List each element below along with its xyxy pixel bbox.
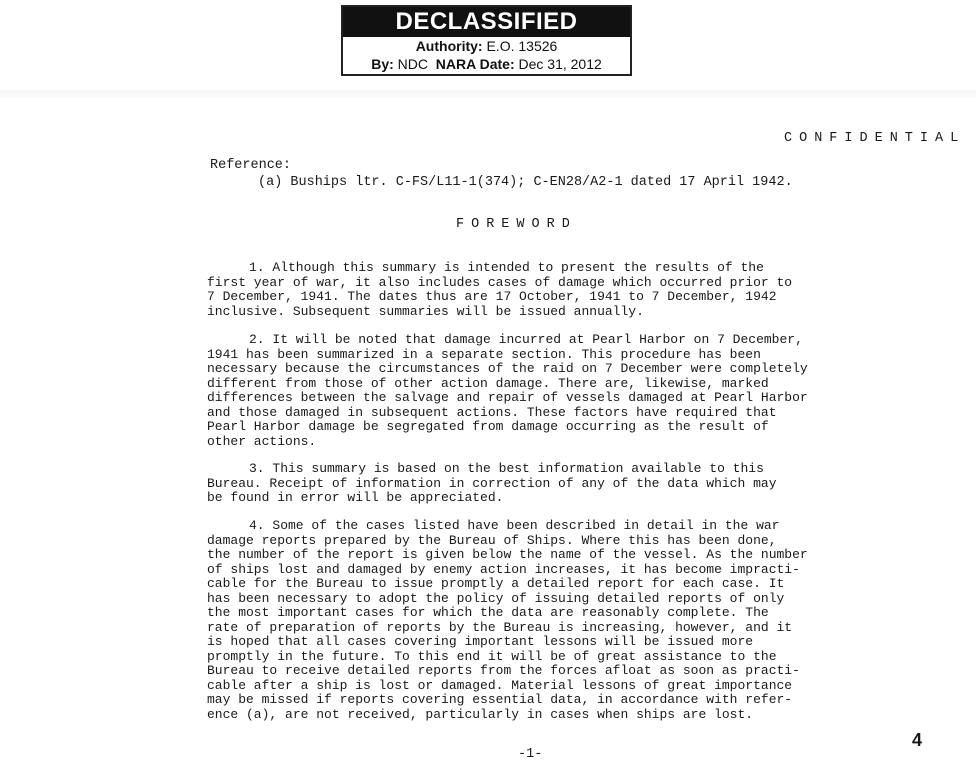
paragraph-line: be found in error will be appreciated. xyxy=(207,490,504,505)
stamp-authority-value: E.O. 13526 xyxy=(486,38,558,54)
stamp-nara-label: NARA Date: xyxy=(435,56,515,72)
stamp-by-label: By: xyxy=(371,56,394,72)
paragraph-3 xyxy=(207,462,847,506)
paragraph-2 xyxy=(207,333,847,449)
document-heading: FOREWORD xyxy=(456,217,577,232)
paragraph-line: cable for the Bureau to issue promptly a detailed report for each case. It xyxy=(207,576,785,591)
stamp-title: DECLASSIFIED xyxy=(343,7,630,37)
paragraph-line: the number of the report is given below the name of the vessel. As the number xyxy=(207,547,808,562)
paragraph-line: 1941 has been summarized in a separate section. This procedure has been xyxy=(207,346,761,362)
paragraph-line: 3. This summary is based on the best information available to this xyxy=(249,461,764,476)
paragraph-line: first year of war, it also includes cases of damage which occurred prior to xyxy=(207,274,793,290)
stamp-nara-value: Dec 31, 2012 xyxy=(518,56,602,72)
paragraph-line: 4. Some of the cases listed have been described in detail in the war xyxy=(249,518,780,533)
paragraph-line: different from those of other action damage. There are, likewise, marked xyxy=(207,375,769,391)
stamp-by-line xyxy=(343,55,630,73)
paragraph-line: damage reports prepared by the Bureau of Ships. Where this has been done, xyxy=(207,532,777,548)
paragraph-line: and those damaged in subsequent actions. These factors have required that xyxy=(207,404,777,420)
paragraph-line: the most important cases for which the data are reasonably complete. The xyxy=(207,605,769,620)
paragraph-line: promptly in the future. To this end it will be of great assistance to the xyxy=(207,648,777,664)
paragraph-line: Pearl Harbor damage be segregated from damage occurring as the result of xyxy=(207,419,769,434)
stamp-authority-label: Authority: xyxy=(415,38,483,54)
sheet-number: 4 xyxy=(912,730,923,750)
stamp-by-value: NDC xyxy=(397,56,428,72)
paragraph-line: 2. It will be noted that damage incurred at Pearl Harbor on 7 December, xyxy=(249,332,803,347)
paragraph-4 xyxy=(207,519,847,722)
reference-item: (a) Buships ltr. C-FS/L11-1(374); C-EN28/A2-1 dated 17 April 1942. xyxy=(258,175,793,190)
paragraph-line: differences between the salvage and repair of vessels damaged at Pearl Harbor xyxy=(207,390,808,405)
declassified-stamp xyxy=(341,5,632,76)
paragraph-1 xyxy=(207,261,847,319)
paragraph-line: 1. Although this summary is intended to present the results of the xyxy=(249,260,764,275)
paragraph-line: inclusive. Subsequent summaries will be issued annually. xyxy=(207,303,644,319)
reference-label: Reference: xyxy=(210,158,292,173)
page-number: -1- xyxy=(518,747,543,762)
paragraph-line: other actions. xyxy=(207,433,317,449)
stamp-authority-line xyxy=(343,37,630,55)
paragraph-line: cable after a ship is lost or damaged. Material lessons of great importance xyxy=(207,677,793,693)
paragraph-line: ence (a), are not received, particularly in cases when ships are lost. xyxy=(207,706,754,722)
paragraph-line: of ships lost and damaged by enemy action increases, it has become impracti- xyxy=(207,561,800,577)
paragraph-line: may be missed if reports covering essential data, in accordance with refer- xyxy=(207,692,793,707)
scan-artifact xyxy=(0,90,976,98)
classification-marking: CONFIDENTIAL xyxy=(784,131,966,146)
paragraph-line: is hoped that all cases covering important lessons will be issued more xyxy=(207,634,754,649)
paragraph-line: Bureau to receive detailed reports from the forces afloat as soon as practi- xyxy=(207,663,800,678)
paragraph-line: 7 December, 1941. The dates thus are 17 October, 1941 to 7 December, 1942 xyxy=(207,289,777,304)
paragraph-line: rate of preparation of reports by the Bureau is increasing, however, and it xyxy=(207,619,793,635)
paragraph-line: Bureau. Receipt of information in correction of any of the data which may xyxy=(207,475,777,491)
paragraph-line: necessary because the circumstances of the raid on 7 December were completely xyxy=(207,361,808,376)
paragraph-line: has been necessary to adopt the policy of issuing detailed reports of only xyxy=(207,590,785,606)
